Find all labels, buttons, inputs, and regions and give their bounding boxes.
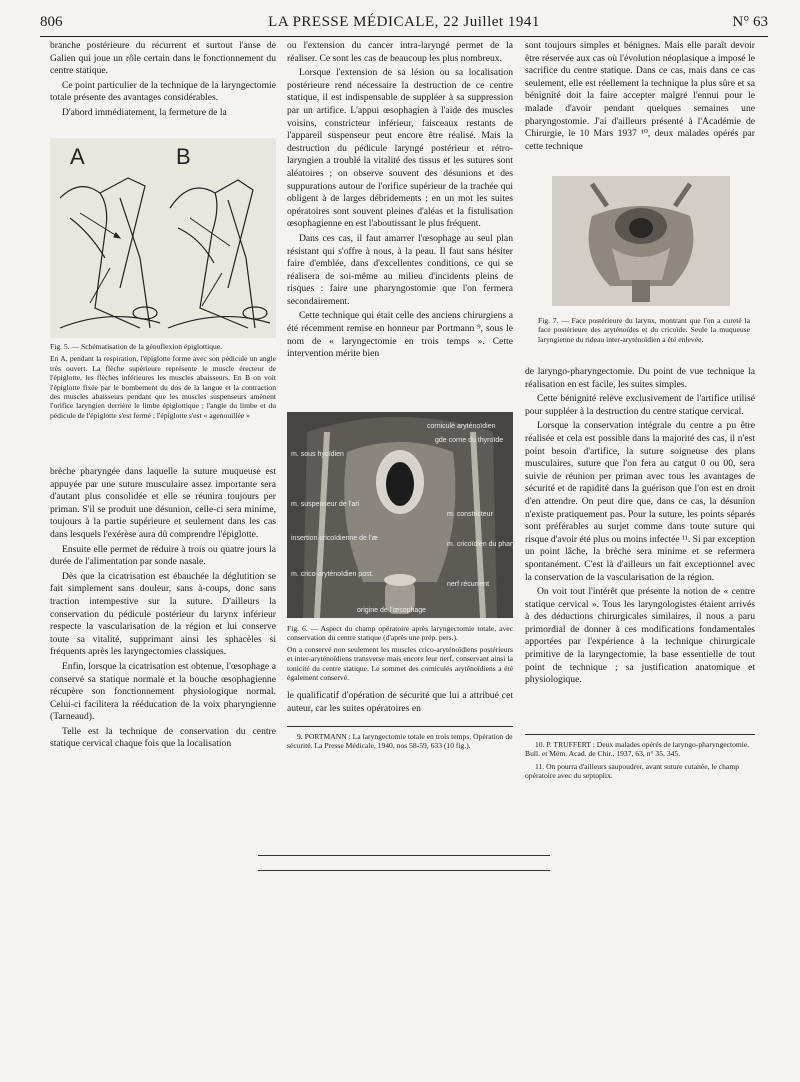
paragraph: Ensuite elle permet de réduire à trois ou quatre jours la durée de l'alimentation par sonde nasale.: [50, 543, 276, 568]
footnote-text: 11. On pourra d'ailleurs saupoudrer, avant suture cutanée, le champ opératoire avec du septoplix.: [525, 761, 740, 781]
fig5-caption: [50, 342, 276, 420]
paragraph: Lorsque la conservation intégrale du centre a pu être réalisée et cela est possible dans la majorité des cas, il n'est point besoin d'artifice, la suture soigneuse des plans musculaires, suture que l'on fera au catgut 0 ou 00, sera suivie de réunion per priman avec tous les avantages de sécurité et de rapidité dans la guérison que l'on est en droit d'en attendre. On peut dire que, dans ce cas, la désunion n'existe pratiquement pas. Pour la suture, les points séparés sont préférables au surjet comme dans toute suture qui risque d'avoir été plus ou moins infectée ¹¹. Si par exception un point lâche, la brèche sera minime et se refermera spontanément. C'est là d'ailleurs un fait exceptionnel avec la conservation de la vascularisation de la région.: [525, 420, 755, 583]
paragraph: Lorsque l'extension de sa lésion ou sa localisation postérieure rend nécessaire la destruction de ce centre statique, il est indispensable de suppléer à sa suppression par un artifice. L'appui œsophagien à l'aide des muscles voisins, constricteur inférieur, faisceaux restants de l'appareil suspenseur peut encore être réalisé. Mais la destruction du pédicule laryngé postérieur et rétro-laryngien a troublé la vitalité des tissus et les sutures sont aléatoires ; on observe souvent des désunions et des suppurations autour de l'orifice supérieur de la trachée qui obligent à de larges débridements ; en un mot les suites opératoires sont souvent pleines d'aléas et la fistulisation œsophagienne en est l'aboutissant le plus fréquent.: [287, 67, 513, 230]
fig6-label: m. sous hyoïdien: [291, 451, 344, 458]
paragraph: sont toujours simples et bénignes. Mais elle paraît devoir être réservée aux cas où l'évolution néoplasique a imposé le sacrifice du centre statique. Dans ce cas, mais dans ce cas seulement, elle est réellement la technique la plus sûre et sa bénignité doit la faire accepter malgré l'ennui pour le malade d'avoir pendant quelques semaines une pharyngostomie. J'ai d'ailleurs présenté à l'Académie de Chirurgie, le 10 Mars 1937 ¹⁰, deux malades opérés par cette technique: [525, 40, 755, 152]
column-2-top: [287, 40, 513, 363]
paragraph: Dès que la cicatrisation est ébauchée la déglutition se fait simplement sans douleur, sans à-coups, donc sans traction intempestive sur la suture. D'ailleurs la conservation du pédicule postérieur du larynx inférieur respecte la vascularisation de la région et lui conserve toute sa vitalité, supprimant ainsi les sphacèles si fréquents après les laryngectomies classiques.: [50, 570, 276, 658]
fig6-label: gde corne du thyroïde: [435, 437, 504, 444]
paragraph: D'abord immédiatement, la fermeture de la: [62, 106, 227, 118]
journal-title: LA PRESSE MÉDICALE, 22 Juillet 1941: [268, 14, 540, 30]
fig5-caption-title: Fig. 5. — Schématisation de la génuflexion épiglottique.: [50, 342, 223, 351]
column-1-bottom: [50, 466, 276, 753]
fig6-label: origine de l'œsophage: [357, 607, 427, 614]
paragraph: le qualificatif d'opération de sécurité que lui a attribué cet auteur, car les suites opératoires en: [287, 690, 513, 714]
column-2-after-figure: [287, 690, 513, 717]
figure-6: [287, 412, 524, 618]
section-rule: [258, 855, 550, 856]
fig6-caption-body: On a conservé non seulement les muscles crico-aryténoïdiens postérieurs et inter-aryténoïdiens transverse mais encore leur nerf, conservant ainsi la tonicité du centre statique. Le sommet des corniculés aryténoïdiens a été également conservé.: [287, 644, 513, 683]
section-rule: [258, 870, 550, 871]
paragraph: Cette technique qui était celle des anciens chirurgiens a été récemment remise en honneur par Portmann ⁹, sous le nom de « laryngectomie en trois temps ». Cette intervention mérite bien: [287, 310, 513, 360]
fig6-caption: [287, 624, 513, 682]
paragraph: brèche pharyngée dans laquelle la suture muqueuse est appuyée par une suture musculaire assez importante sera d'autant plus consolidée et elle se réunira toujours per priman. S'il se produit une désunion, celle-ci sera minime, toujours à la partie supérieure et seulement dans les cas dans lesquels l'exérèse aura dû comprendre l'épiglotte.: [50, 466, 276, 540]
paragraph: On voit tout l'intérêt que présente la notion de « centre statique cervical ». Tous les laryngologistes étaient arrivés à des déductions chirurgicales similaires, il nous a paru primordial de donner à ces modifications fondamentales apportées par l'expérience à la technique chirurgicale primitive de la laryngectomie, la base essentielle de tout point de technique ; sa justification anatomique et physiologique.: [525, 586, 755, 686]
fig5-caption-body: En A, pendant la respiration, l'épiglotte forme avec son pédicule un angle très ouvert. La flèche supérieure représente le muscle érecteur de l'épiglotte, les flèches inférieures les muscles abaisseurs. En B on voit l'épiglotte fixée par le bombement du dos de la langue et la contraction des muscles abaisseurs pendant que les muscles suspenseurs amènent l'orifice laryngien derrière le limbe épiglottique ; l'angle du limbe et du pédicule de l'épiglotte s'est fermé ; l'épiglotte s'est « agenouillée »: [50, 354, 276, 420]
fig7-caption-text: Fig. 7. — Face postérieure du larynx, montrant que l'on a cureté la face postérieure des aryténoïdes et du cricoïde. Seule la muqueuse laryngienne du rideau inter-aryténoïdien a été enlevée.: [538, 316, 750, 344]
issue-number: N° 63: [732, 14, 768, 30]
fig7-illustration: [552, 176, 730, 306]
fig5-illustration: [50, 138, 276, 338]
fig6-label: m. constricteur: [447, 511, 493, 518]
fig5-label-a: A: [70, 144, 85, 169]
page-number: 806: [40, 14, 63, 30]
paragraph: Telle est la technique de conservation du centre statique cervical chaque fois que la localisation: [50, 725, 276, 750]
column-3-bottom: [525, 366, 755, 689]
fig6-label: nerf récurrent: [447, 581, 490, 588]
paragraph: Dans ces cas, il faut amarrer l'œsophage au seul plan résistant qui s'offre à nous, à la peau. Il faut sans hésiter faire d'emblée, dans d'excellentes conditions, ce qui se réalisera de soi-même au milieu d'incidents pleins de risques : faire une pharyngostomie que l'on fermera secondairement.: [287, 232, 513, 307]
fig5-label-b: B: [176, 144, 191, 169]
footnotes-10-11: [525, 740, 755, 784]
page-header: [40, 14, 768, 37]
paragraph: ou l'extension du cancer intra-laryngé permet de la réaliser. Ce sont les cas de beaucoup les plus nombreux.: [287, 40, 513, 64]
paragraph: de laryngo-pharyngectomie. Du point de vue technique la réalisation en est facile, les suites simples.: [525, 366, 755, 390]
fig6-label: m. suspenseur de l'ari: [291, 501, 360, 508]
paragraph: Enfin, lorsque la cicatrisation est obtenue, l'œsophage a conservé sa statique normale et la bouche œsophagienne récupère son fonctionnement physiologique normal. Celui-ci facilitera la rééducation de la voix pharyngienne (Tarneaud).: [50, 660, 276, 723]
column-1-top: [50, 40, 276, 122]
paragraph: branche postérieure du récurrent et surtout l'anse de Galien qui joue un rôle certain dans le fonctionnement du centre statique.: [50, 40, 276, 77]
fig7-caption: [538, 316, 750, 344]
footnote-rule: [525, 734, 755, 735]
paragraph: Cette bénignité relève exclusivement de l'artifice utilisé pour suppléer à la destruction du centre statique cervical.: [525, 393, 755, 417]
fig6-label: insertion cricoïdienne de l'æ: [291, 535, 378, 542]
footnote-text: 9. PORTMANN : La laryngectomie totale en trois temps. Opération de sécurité. La Presse Médicale, 1940, nos 58-59, 633 (10 fig.).: [287, 732, 513, 751]
fig6-label: m. cricoïdien du pharynx: [447, 541, 524, 548]
column-3-top: [525, 40, 755, 155]
fig6-label: m. crico-aryténoïdien post.: [291, 571, 374, 578]
footnote-9: [287, 732, 513, 754]
footnote-text: 10. P. TRUFFERT : Deux malades opérés de laryngo-pharyngectomie. Bull. et Mém. Acad. de Chir., 1937, 63, n° 35, 345.: [525, 740, 750, 759]
footnote-rule: [287, 726, 513, 727]
paragraph: Ce point particulier de la technique de la laryngectomie totale présente des avantages considérables.: [50, 79, 276, 104]
fig6-caption-title: Fig. 6. — Aspect du champ opératoire après laryngectomie totale, avec conservation du centre statique (d'après une prép. pers.).: [287, 624, 513, 643]
figure-5: [50, 138, 276, 338]
fig6-illustration: [287, 412, 524, 618]
fig6-label: corniculé aryténoïdien: [427, 423, 496, 430]
figure-7: [552, 176, 730, 306]
